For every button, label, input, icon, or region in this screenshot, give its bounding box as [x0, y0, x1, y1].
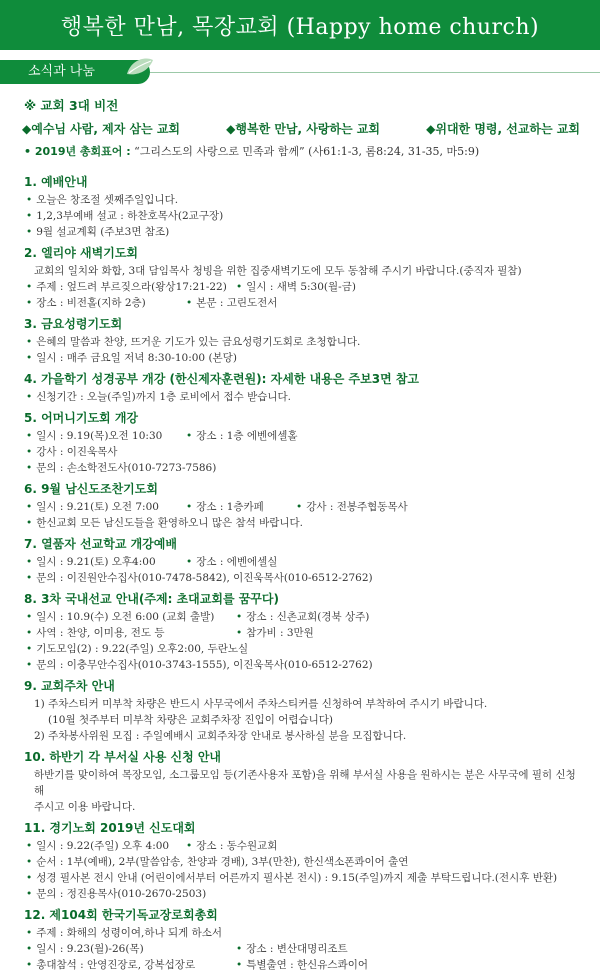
notice-mothers-prayer: 5. 어머니기도회 개강 • 일시 : 9.19(목)오전 10:30 • 장소 : 1층 에벤에셀홀 • 강사 : 이진욱목사 • 문의 : 손소학전도사(010-7273-7586) [22, 409, 580, 476]
divider [150, 72, 600, 73]
notice-line: 일시 : 새벽 5:30(월-금) [246, 281, 356, 293]
vision-title: ※ 교회 3대 비전 [24, 98, 119, 113]
notice-line: 성경 필사본 전시 안내 (어린이에서부터 어른까지 필사본 전시) : 9.15(주일)까지 제출 부탁드립니다.(전시후 반환) [36, 872, 558, 884]
notice-title: 8. 3차 국내선교 안내(주제: 초대교회를 꿈꾸다) [24, 592, 279, 606]
notice-mens-breakfast: 6. 9월 남신도조찬기도회 • 일시 : 9.21(토) 오전 7:00 • 장소 : 1층카페 • 강사 : 전봉주협동목사 • 한신교회 모든 남신도들을 환영하오니 많은 참석 바랍니다. [22, 480, 580, 531]
vision-item: ◆예수님 사람, 제자 삼는 교회 [22, 122, 181, 136]
notice-line: 교회의 일치와 화합, 3대 담임목사 청빙을 위한 집중새벽기도에 모두 동참해 주시기 바랍니다.(중직자 필참) [34, 265, 522, 277]
notice-line: (10월 첫주부터 미부착 차량은 교회주차장 진입이 어렵습니다) [48, 714, 334, 726]
news-tag: 소식과 나눔 [0, 60, 150, 84]
notice-line: 9월 설교계획 (주보3면 참조) [36, 226, 170, 238]
notice-line: 장소 : 변산대명리조트 [246, 943, 348, 955]
notice-line: 문의 : 손소학전도사(010-7273-7586) [36, 462, 217, 474]
notice-line: 총대참석 : 안영진장로, 강복섭장로 [36, 959, 196, 971]
notice-friday-prayer: 3. 금요성령기도회 • 은혜의 말씀과 찬양, 뜨거운 기도가 있는 금요성령기도회로 초청합니다. • 일시 : 매주 금요일 저녁 8:30-10:00 (본당) [22, 315, 580, 366]
notice-title: 11. 경기노회 2019년 신도대회 [24, 821, 196, 835]
notice-line: 주제 : 화해의 성령이여,하나 되게 하소서 [36, 927, 223, 939]
notice-title: 1. 예배안내 [24, 175, 88, 189]
notice-laity-convention: 11. 경기노회 2019년 신도대회 • 일시 : 9.22(주일) 오후 4:00 • 장소 : 동수원교회 • 순서 : 1부(예배), 2부(말씀암송, 찬양과 경배), 3부(만찬), 한신색소폰콰이어 출연 • 성경 필사본 전시 안내 (어린이에서부터 어른까지 필사본 전시) : 9.15(주일)까지 제출 부탁드립니다.(전시후 반환) • 문의 : 정진용목사(010-2670-2503) [22, 819, 580, 902]
notice-line: 일시 : 9.22(주일) 오후 4:00 [36, 840, 170, 852]
notice-mission-school: 7. 열품자 선교학교 개강예배 • 일시 : 9.21(토) 오후4:00 • 장소 : 에벤에셀실 • 문의 : 이진원안수집사(010-7478-5842), 이진욱목사(010-6512-2762) [22, 535, 580, 586]
notice-title: 12. 제104회 한국기독교장로회총회 [24, 908, 218, 922]
notice-parking [22, 677, 580, 744]
notice-line: 장소 : 동수원교회 [196, 840, 278, 852]
notice-line: 장소 : 비전홀(지하 2층) [36, 297, 146, 309]
notice-line: 일시 : 9.21(토) 오후4:00 [36, 556, 156, 568]
notice-line: 장소 : 1층 에벤에셀홀 [196, 430, 298, 442]
bulletin-content [0, 88, 600, 973]
notice-title: 4. 가을학기 성경공부 개강 (한신제자훈련원): 자세한 내용은 주보3면 참고 [24, 372, 420, 386]
notice-line: 순서 : 1부(예배), 2부(말씀암송, 찬양과 경배), 3부(만찬), 한신색소폰콰이어 출연 [36, 856, 409, 868]
notice-line: 강사 : 전봉주협동목사 [306, 501, 408, 513]
notice-line: 은혜의 말씀과 찬양, 뜨거운 기도가 있는 금요성령기도회로 초청합니다. [36, 336, 361, 348]
notice-line: 일시 : 9.23(월)-26(목) [36, 943, 144, 955]
motto [24, 143, 580, 159]
notice-line: 문의 : 이충무안수집사(010-3743-1555), 이진욱목사(010-6512-2762) [36, 659, 373, 671]
notice-line: 신청기간 : 오늘(주일)까지 1층 로비에서 접수 받습니다. [36, 391, 291, 403]
notice-title: 2. 엘리야 새벽기도회 [24, 246, 139, 260]
notice-line: 오늘은 창조절 셋째주일입니다. [36, 194, 179, 206]
leaf-icon [125, 56, 155, 78]
notice-line: 장소 : 신촌교회(경북 상주) [246, 611, 370, 623]
notice-line: 2) 주차봉사위원 모집 : 주일예배시 교회주차장 안내로 봉사하실 분을 모집합니다. [34, 730, 407, 742]
notice-line: 일시 : 9.21(토) 오전 7:00 [36, 501, 159, 513]
page-title: 행복한 만남, 목장교회 (Happy home church) [60, 14, 540, 40]
vision-list [22, 120, 580, 137]
notice-line: 하반기를 맞이하여 목장모임, 소그룹모임 등(기존사용자 포함)을 위해 부서실 사용을 원하시는 분은 사무국에 필히 신청해 [34, 769, 576, 797]
notice-line: 특별출연 : 한신유스콰이어 [246, 959, 368, 971]
notice-line: 본문 : 고린도전서 [196, 297, 278, 309]
notice-line: 강사 : 이진욱목사 [36, 446, 118, 458]
notice-worship: 1. 예배안내 • 오늘은 창조절 셋째주일입니다. • 1,2,3부예배 설교 : 하찬호목사(2교구장) • 9월 설교계획 (주보3면 참조) [22, 173, 580, 240]
notice-line: 주제 : 엎드려 부르짖으라(왕상17:21-22) [36, 281, 227, 293]
notice-line: 일시 : 매주 금요일 저녁 8:30-10:00 (본당) [36, 352, 237, 364]
notice-line: 장소 : 에벤에셀실 [196, 556, 278, 568]
notice-bible-study: 4. 가을학기 성경공부 개강 (한신제자훈련원): 자세한 내용은 주보3면 참고 • 신청기간 : 오늘(주일)까지 1층 로비에서 접수 받습니다. [22, 370, 580, 405]
notice-title: 7. 열품자 선교학교 개강예배 [24, 537, 177, 551]
notice-title: 9. 교회주차 안내 [24, 679, 115, 693]
notice-line: 참가비 : 3만원 [246, 627, 314, 639]
notice-dawn-prayer: 2. 엘리야 새벽기도회 교회의 일치와 화합, 3대 담임목사 청빙을 위한 집중새벽기도에 모두 동참해 주시기 바랍니다.(중직자 필참) • 주제 : 엎드려 부르짖으라(왕상17:21-22) • 일시 : 새벽 5:30(월-금) • 장소 : 비전홀(지하 2층) • 본문 : 고린도전서 [22, 244, 580, 311]
notice-line: 장소 : 1층카페 [196, 501, 264, 513]
notice-line: 한신교회 모든 남신도들을 환영하오니 많은 참석 바랍니다. [36, 517, 303, 529]
notice-title: 5. 어머니기도회 개강 [24, 411, 139, 425]
notice-line: 일시 : 9.19(목)오전 10:30 [36, 430, 163, 442]
notice-line: 주시고 이용 바랍니다. [34, 801, 136, 813]
notice-line: 1,2,3부예배 설교 : 하찬호목사(2교구장) [36, 210, 224, 222]
notice-line: 문의 : 정진용목사(010-2670-2503) [36, 888, 207, 900]
notice-room-booking [22, 748, 580, 815]
notice-title: 3. 금요성령기도회 [24, 317, 123, 331]
section-tag-bar [0, 58, 600, 88]
notice-title: 10. 하반기 각 부서실 사용 신청 안내 [24, 750, 222, 764]
notice-general-assembly: 12. 제104회 한국기독교장로회총회 • 주제 : 화해의 성령이여,하나 되게 하소서 • 일시 : 9.23(월)-26(목) • 장소 : 변산대명리조트 • 총대참석 : 안영진장로, 강복섭장로 • 특별출연 : 한신유스콰이어 [22, 906, 580, 973]
notice-domestic-mission: 8. 3차 국내선교 안내(주제: 초대교회를 꿈꾸다) • 일시 : 10.9(수) 오전 6:00 (교회 출발) • 장소 : 신촌교회(경북 상주) • 사역 : 찬양, 이미용, 전도 등 • 참가비 : 3만원 • 기도모임(2) : 9.22(주일) 오후2:00, 두란노실 • 문의 : 이충무안수집사(010-3743-1555), 이진욱목사(010-6512-2762) [22, 590, 580, 673]
notice-line: 사역 : 찬양, 이미용, 전도 등 [36, 627, 165, 639]
notice-title: 6. 9월 남신도조찬기도회 [24, 482, 158, 496]
notice-line: 일시 : 10.9(수) 오전 6:00 (교회 출발) [36, 611, 215, 623]
notice-line: 기도모임(2) : 9.22(주일) 오후2:00, 두란노실 [36, 643, 249, 655]
motto-text: “그리스도의 사랑으로 민족과 함께” (사61:1-3, 롬8:24, 31-35, 마5:9) [134, 145, 480, 158]
notice-line: 문의 : 이진원안수집사(010-7478-5842), 이진욱목사(010-6512-2762) [36, 572, 373, 584]
vision-item: ◆위대한 명령, 선교하는 교회 [426, 122, 580, 136]
motto-label: • 2019년 총회표어 : [24, 145, 131, 158]
page-header [0, 0, 600, 50]
vision-item: ◆행복한 만남, 사랑하는 교회 [226, 122, 380, 136]
notice-line: 1) 주차스티커 미부착 차량은 반드시 사무국에서 주차스티커를 신청하여 부착하여 주시기 바랍니다. [34, 698, 488, 710]
